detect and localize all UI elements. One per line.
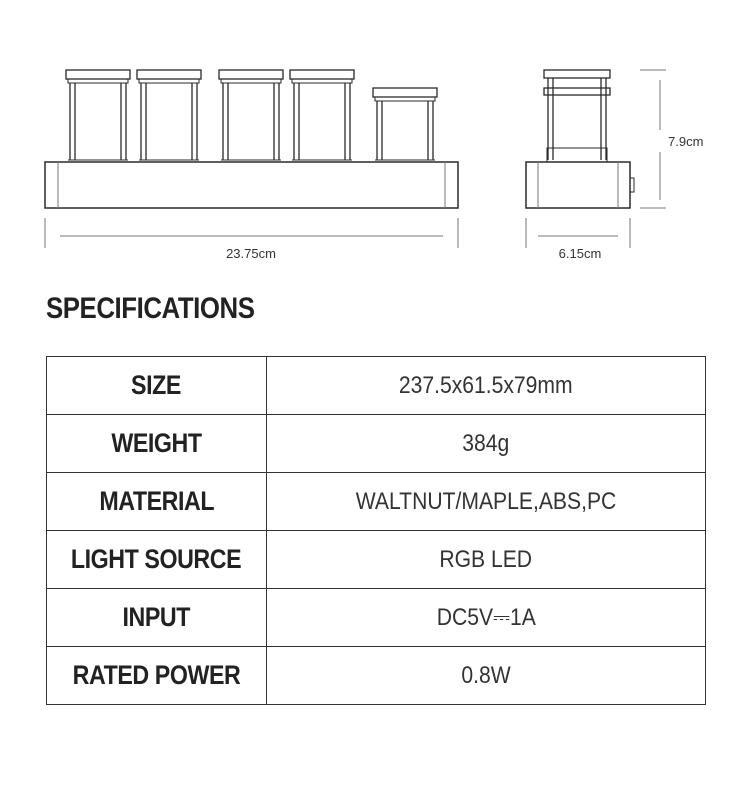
front-view-drawing [45, 70, 458, 208]
length-label: 23.75cm [226, 246, 276, 261]
spec-label-cell [47, 647, 267, 705]
spec-value: 384g [462, 429, 510, 457]
spec-row [47, 415, 706, 473]
spec-value: RGB LED [439, 545, 533, 573]
spec-value-cell [267, 357, 706, 415]
depth-dimension-line [526, 218, 630, 248]
spec-value-cell [267, 473, 706, 531]
spec-value: WALTNUT/MAPLE,ABS,PC [355, 487, 617, 515]
spec-row [47, 647, 706, 705]
height-label: 7.9cm [668, 134, 704, 149]
spec-label: RATED POWER [72, 660, 241, 690]
spec-label-cell [47, 357, 267, 415]
spec-value-cell [267, 415, 706, 473]
spec-row [47, 357, 706, 415]
spec-label: MATERIAL [99, 486, 214, 516]
spec-label-cell [47, 415, 267, 473]
length-dimension-line [45, 218, 458, 248]
spec-value-cell [267, 647, 706, 705]
spec-value-cell [267, 531, 706, 589]
specifications-table [46, 356, 706, 705]
spec-value-cell [267, 589, 706, 647]
specifications-heading: SPECIFICATIONS [46, 292, 255, 325]
height-dimension-line [640, 70, 666, 208]
spec-label-cell [47, 531, 267, 589]
spec-row [47, 531, 706, 589]
side-view-drawing [526, 70, 634, 208]
spec-value: 237.5x61.5x79mm [399, 371, 573, 399]
spec-label: SIZE [131, 370, 182, 400]
depth-label: 6.15cm [558, 246, 602, 261]
spec-row [47, 473, 706, 531]
spec-value: 0.8W [461, 661, 511, 689]
spec-value: DC5V⎓1A [436, 603, 536, 631]
spec-row [47, 589, 706, 647]
product-dimension-drawings [0, 0, 750, 290]
spec-label-cell [47, 589, 267, 647]
spec-label: LIGHT SOURCE [71, 544, 242, 574]
spec-label-cell [47, 473, 267, 531]
spec-label: INPUT [122, 602, 191, 632]
spec-label: WEIGHT [111, 428, 202, 458]
